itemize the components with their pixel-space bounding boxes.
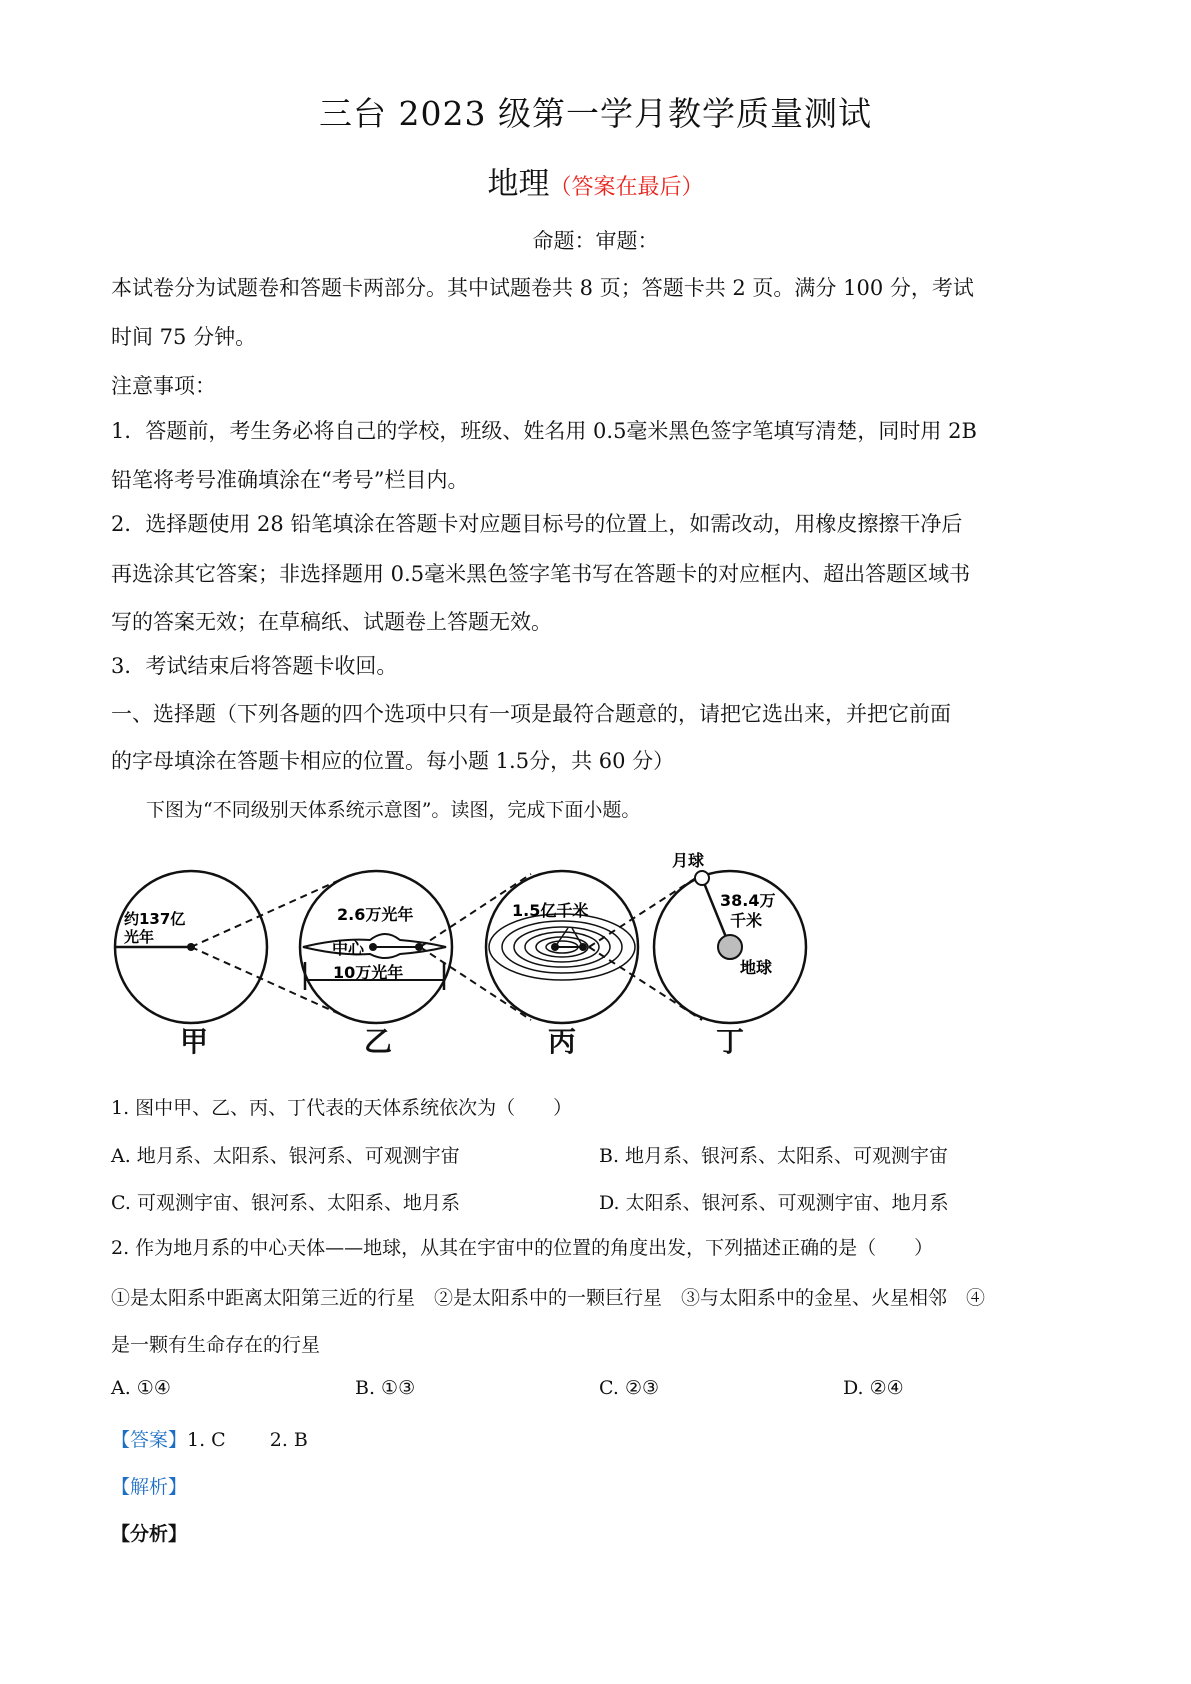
ding-moon-text: 月球 xyxy=(672,851,705,870)
jia-text-1: 约137亿 xyxy=(124,910,186,928)
q1-option-c: C. 可观测宇宙、银河系、太阳系、地月系 xyxy=(111,1192,460,1214)
q1-option-d: D. 太阳系、银河系、可观测宇宙、地月系 xyxy=(599,1192,949,1214)
ding-dist-1: 38.4万 xyxy=(720,891,776,910)
panel-label-yi: 乙 xyxy=(363,1025,392,1058)
notice-item-1a: 1．答题前，考生务必将自己的学校，班级、姓名用 0.5毫米黑色签字笔填写清楚，同时用 2B xyxy=(111,419,977,443)
figure-intro: 下图为“不同级别天体系统示意图”。读图，完成下面小题。 xyxy=(146,799,641,821)
intro-line-1: 本试卷分为试题卷和答题卡两部分。其中试题卷共 8 页；答题卡共 2 页。满分 100 分，考试 xyxy=(111,276,974,300)
q1-option-b: B. 地月系、银河系、太阳系、可观测宇宙 xyxy=(599,1145,949,1167)
question-2-stem-b: ①是太阳系中距离太阳第三近的行星 ②是太阳系中的一颗巨行星 ③与太阳系中的金星、火星相邻 ④ xyxy=(111,1287,986,1309)
notice-item-2c: 写的答案无效；在草稿纸、试题卷上答题无效。 xyxy=(111,610,552,634)
question-2-stem-c: 是一颗有生命存在的行星 xyxy=(111,1334,321,1356)
panel-label-bing: 丙 xyxy=(547,1025,576,1058)
notice-item-2b: 再选涂其它答案；非选择题用 0.5毫米黑色签字笔书写在答题卡的对应框内、超出答题区域书 xyxy=(111,562,971,586)
answer-note: （答案在最后） xyxy=(549,175,704,200)
fenxi-label: 【分析】 xyxy=(111,1523,188,1545)
question-2-stem: 2. 作为地月系的中心天体——地球，从其在宇宙中的位置的角度出发，下列描述正确的是（ ） xyxy=(111,1237,934,1259)
q1-option-a: A. 地月系、太阳系、银河系、可观测宇宙 xyxy=(111,1145,460,1167)
bing-text: 1.5亿千米 xyxy=(512,901,589,920)
answer-content: 1. C 2. B xyxy=(187,1429,308,1451)
celestial-systems-figure xyxy=(0,835,1191,1025)
analysis-label: 【解析】 xyxy=(111,1476,188,1498)
subject-heading xyxy=(0,158,1191,203)
q2-option-b: B. ①③ xyxy=(355,1377,416,1399)
notice-item-1b: 铅笔将考号准确填涂在“考号”栏目内。 xyxy=(111,468,469,492)
section-heading-a: 一、选择题（下列各题的四个选项中只有一项是最符合题意的，请把它选出来，并把它前面 xyxy=(111,702,951,726)
answer-label: 【答案】 xyxy=(111,1429,188,1451)
notice-item-2a: 2．选择题使用 28 铅笔填涂在答题卡对应题目标号的位置上，如需改动，用橡皮擦擦干净后 xyxy=(111,512,963,536)
ding-dist-2: 千米 xyxy=(730,911,763,930)
author-line: 命题：审题： xyxy=(532,229,659,253)
panel-label-jia: 甲 xyxy=(179,1025,208,1058)
earth-dot xyxy=(718,935,742,959)
notice-item-3: 3．考试结束后将答题卡收回。 xyxy=(111,654,398,678)
q2-option-d: D. ②④ xyxy=(843,1377,904,1399)
panel-label-ding: 丁 xyxy=(715,1025,744,1058)
moon-dot xyxy=(695,871,709,885)
yi-bottom-text: 10万光年 xyxy=(333,963,404,982)
notice-title: 注意事项： xyxy=(111,374,216,398)
jia-text-2: 光年 xyxy=(124,928,155,946)
question-1-stem: 1. 图中甲、乙、丙、丁代表的天体系统依次为（ ） xyxy=(111,1097,573,1119)
subject-name: 地理 xyxy=(487,166,550,202)
intro-line-2: 时间 75 分钟。 xyxy=(111,325,257,349)
section-heading-b: 的字母填涂在答题卡相应的位置。每小题 1.5分，共 60 分） xyxy=(111,749,675,773)
answer-line xyxy=(111,1425,308,1452)
yi-top-text: 2.6万光年 xyxy=(337,905,414,924)
ding-earth-text: 地球 xyxy=(740,958,773,977)
q2-option-a: A. ①④ xyxy=(111,1377,171,1399)
page-title: 三台 2023 级第一学月教学质量测试 xyxy=(319,94,872,133)
q2-option-c: C. ②③ xyxy=(599,1377,660,1399)
yi-center-text: 中心 xyxy=(332,939,365,958)
